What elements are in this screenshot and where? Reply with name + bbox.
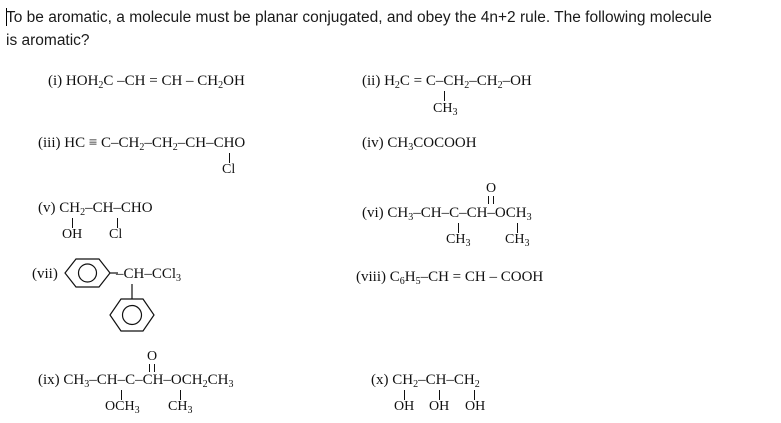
option-ix: (ix) $CH_3-CH-C-CH-OCH_2CH_3$ — [38, 372, 234, 390]
option-ix-carbonyl-oxygen: O — [147, 349, 158, 364]
option-iii-substituent: Cl — [222, 162, 236, 177]
option-v: (v) $CH_2-CH$–CHO — [38, 200, 153, 218]
question-line-2: is aromatic? — [6, 32, 90, 49]
option-x-substituent-1: OH — [394, 399, 415, 414]
option-v-substituent-1: OH — [62, 227, 83, 242]
option-ii: (ii) $H_2C = C-CH_2-CH_2-OH$ — [362, 73, 532, 91]
option-x-substituent-3: OH — [465, 399, 486, 414]
option-x-substituent-2: OH — [429, 399, 450, 414]
benzene-ring-1-aromatic-circle — [79, 264, 97, 282]
option-ix-substituent-2: $CH_3$ — [168, 399, 193, 416]
option-vi: (vi) $CH_3-CH-C-CH-OCH_3$ — [362, 205, 532, 223]
benzene-ring-1 — [65, 259, 110, 287]
benzene-ring-2 — [110, 299, 154, 331]
option-x: (x) $CH_2-CH-CH_2$ — [371, 372, 480, 390]
option-vii-label: (vii) — [32, 266, 58, 282]
option-viii: (viii) $C_6H_5-CH$ = CH – COOH — [356, 269, 544, 287]
option-v-substituent-2: Cl — [109, 227, 123, 242]
option-vii: –CH–CCl$_3$ — [116, 266, 182, 284]
benzene-ring-2-aromatic-circle — [123, 306, 142, 325]
option-ii-substituent: $CH_3$ — [433, 101, 458, 118]
question-line-1: To be aromatic, a molecule must be planar conjugated, and obey the 4n+2 rule. The following molecule — [6, 9, 712, 26]
option-iii: (iii) HC ≡ $C-CH_2-CH_2-CH$–CHO — [38, 135, 246, 153]
option-ix-substituent-1: $OCH_3$ — [105, 399, 140, 416]
option-vi-carbonyl-oxygen: O — [486, 181, 497, 196]
option-i: (i) $HOH_2C$ –CH = CH – $CH_2OH$ — [48, 73, 245, 91]
option-iv: (iv) $CH_3COCOOH$ — [362, 135, 477, 153]
option-vi-substituent-1: $CH_3$ — [446, 232, 471, 249]
option-vi-substituent-2: $CH_3$ — [505, 232, 530, 249]
